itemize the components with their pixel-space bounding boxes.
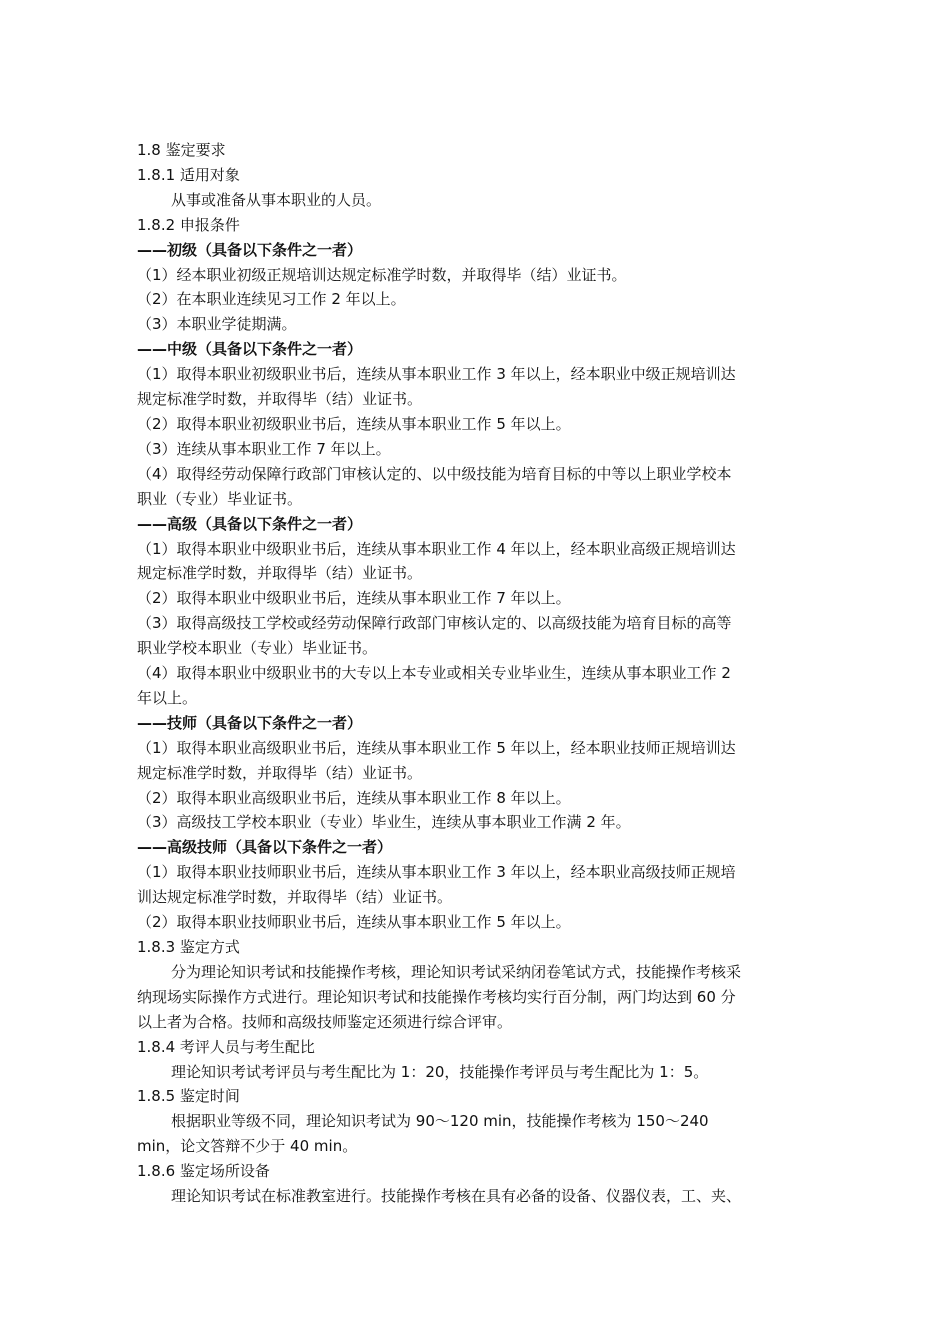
- list-item: 规定标准学时数，并取得毕（结）业证书。: [137, 390, 423, 409]
- list-item: （2）取得本职业高级职业书后，连续从事本职业工作 8 年以上。: [137, 788, 571, 807]
- list-item: （1）取得本职业初级职业书后，连续从事本职业工作 3 年以上，经本职业中级正规培训达: [137, 365, 736, 384]
- level-heading-technician: ——技师（具备以下条件之一者）: [137, 713, 363, 732]
- paragraph-line: 以上者为合格。技师和高级技师鉴定还须进行综合评审。: [137, 1012, 513, 1031]
- list-item: 职业学校本职业（专业）毕业证书。: [137, 639, 378, 658]
- list-item: （4）取得经劳动保障行政部门审核认定的、以中级技能为培育目标的中等以上职业学校本: [137, 464, 732, 483]
- list-item: 规定标准学时数，并取得毕（结）业证书。: [137, 564, 423, 583]
- list-item: （2）取得本职业技师职业书后，连续从事本职业工作 5 年以上。: [137, 913, 571, 932]
- paragraph-applicable-target: 从事或准备从事本职业的人员。: [171, 190, 382, 209]
- paragraph-line: 纳现场实际操作方式进行。理论知识考试和技能操作考核均实行百分制，两门均达到 60 分: [137, 987, 736, 1006]
- list-item: （2）在本职业连续见习工作 2 年以上。: [137, 290, 406, 309]
- list-item: （2）取得本职业初级职业书后，连续从事本职业工作 5 年以上。: [137, 414, 571, 433]
- list-item: （3）连续从事本职业工作 7 年以上。: [137, 439, 391, 458]
- level-heading-junior: ——初级（具备以下条件之一者）: [137, 240, 363, 259]
- paragraph-line: 理论知识考试在标准教室进行。技能操作考核在具有必备的设备、仪器仪表，工、夹、: [171, 1187, 742, 1206]
- section-heading-1-8-5: 1.8.5 鉴定时间: [137, 1087, 240, 1106]
- level-heading-intermediate: ——中级（具备以下条件之一者）: [137, 340, 363, 359]
- list-item: 训达规定标准学时数，并取得毕（结）业证书。: [137, 888, 453, 907]
- section-heading-1-8: 1.8 鉴定要求: [137, 141, 226, 159]
- paragraph-line: 分为理论知识考试和技能操作考核，理论知识考试采纳闭卷笔试方式，技能操作考核采: [171, 962, 742, 981]
- section-heading-1-8-3: 1.8.3 鉴定方式: [137, 938, 240, 956]
- list-item: （1）取得本职业中级职业书后，连续从事本职业工作 4 年以上，经本职业高级正规培训达: [137, 539, 736, 558]
- list-item: 职业（专业）毕业证书。: [137, 489, 303, 508]
- paragraph-line: min，论文答辩不少于 40 min。: [137, 1137, 358, 1156]
- list-item: （4）取得本职业中级职业书的大专以上本专业或相关专业毕业生，连续从事本职业工作 2: [137, 664, 731, 683]
- section-heading-1-8-2: 1.8.2 申报条件: [137, 215, 240, 234]
- level-heading-senior: ——高级（具备以下条件之一者）: [137, 514, 363, 533]
- list-item: 规定标准学时数，并取得毕（结）业证书。: [137, 763, 423, 782]
- list-item: （2）取得本职业中级职业书后，连续从事本职业工作 7 年以上。: [137, 589, 571, 608]
- list-item: （1）取得本职业高级职业书后，连续从事本职业工作 5 年以上，经本职业技师正规培训达: [137, 738, 736, 757]
- section-heading-1-8-4: 1.8.4 考评人员与考生配比: [137, 1037, 315, 1056]
- list-item: （1）经本职业初级正规培训达规定标准学时数，并取得毕（结）业证书。: [137, 265, 627, 284]
- list-item: （1）取得本职业技师职业书后，连续从事本职业工作 3 年以上，经本职业高级技师正规培: [137, 863, 736, 882]
- section-heading-1-8-6: 1.8.6 鉴定场所设备: [137, 1162, 270, 1181]
- paragraph-line: 理论知识考试考评员与考生配比为 1：20，技能操作考评员与考生配比为 1：5。: [171, 1062, 709, 1081]
- section-heading-1-8-1: 1.8.1 适用对象: [137, 165, 240, 184]
- list-item: （3）本职业学徒期满。: [137, 315, 297, 334]
- list-item: 年以上。: [137, 688, 198, 707]
- paragraph-line: 根据职业等级不同，理论知识考试为 90～120 min，技能操作考核为 150～240: [171, 1112, 709, 1131]
- document-page: [137, 138, 815, 1209]
- level-heading-senior-technician: ——高级技师（具备以下条件之一者）: [137, 838, 393, 857]
- list-item: （3）取得高级技工学校或经劳动保障行政部门审核认定的、以高级技能为培育目标的高等: [137, 614, 732, 633]
- list-item: （3）高级技工学校本职业（专业）毕业生，连续从事本职业工作满 2 年。: [137, 813, 631, 832]
